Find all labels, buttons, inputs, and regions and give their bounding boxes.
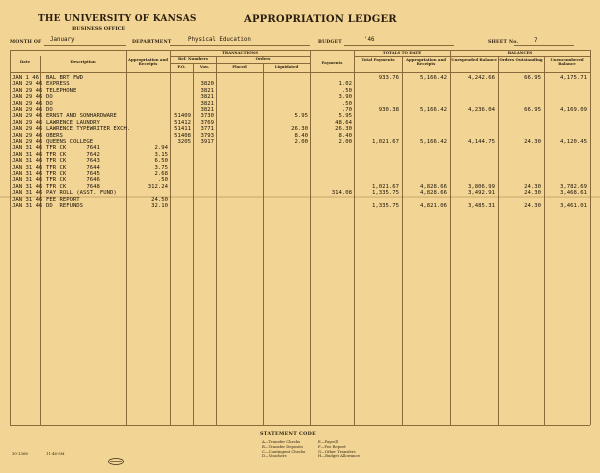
cell-description: LAWRENCE LAUNDRY (46, 119, 100, 126)
cell-vou: 3821 (200, 94, 214, 101)
table-header-rule (10, 72, 590, 73)
col-unencumbered: Unencumbered Balance (550, 57, 584, 67)
business-office: BUSINESS OFFICE (72, 26, 126, 32)
department-label: DEPARTMENT (132, 40, 172, 45)
cell-payment: 26.30 (335, 126, 352, 133)
table-row (0, 190, 600, 196)
cell-orders-outstanding: 24.30 (524, 139, 541, 145)
cell-approp: 6.50 (154, 158, 168, 165)
cell-date: JAN 31 46 (12, 203, 43, 209)
col-ref-numbers: Ref. Numbers (178, 56, 208, 61)
col-orders: Orders (255, 56, 271, 61)
cell-approp: .50 (157, 177, 168, 184)
form-number: 30-1368 (12, 451, 28, 456)
col-date: Date (19, 59, 31, 64)
cell-description: BAL BRT FWD (46, 75, 84, 81)
cell-approp: 24.50 (151, 196, 168, 203)
cell-payment: 1.02 (338, 81, 352, 88)
cell-date: JAN 31 46 (12, 145, 43, 152)
cell-vou: 3769 (200, 119, 214, 126)
cell-description: TFR CK 7642 (46, 151, 100, 158)
col-liquidated: Liquidated (274, 64, 299, 69)
cell-description: DO (46, 107, 53, 113)
cell-vou: 3730 (200, 113, 214, 120)
table-row (0, 177, 600, 183)
cell-vou: 3820 (200, 81, 214, 88)
cell-approp: 32.10 (151, 203, 168, 209)
cell-date: JAN 31 46 (12, 171, 43, 177)
sheet-label: SHEET No. (488, 40, 519, 45)
cell-date: JAN 29 46 (12, 100, 43, 107)
cell-unexpended: 4,236.04 (468, 107, 495, 113)
cell-orders-outstanding: 66.95 (524, 107, 541, 113)
cell-payment: 48.64 (335, 119, 352, 126)
transactions-header: TRANSACTIONS (221, 50, 259, 55)
cell-description: TFR CK 7641 (46, 145, 100, 152)
cell-orders-outstanding: 24.30 (524, 190, 541, 197)
cell-po: 51412 (174, 119, 191, 126)
balances-header: BALANCES (507, 50, 533, 55)
cell-vou: 3821 (200, 107, 214, 113)
table-row (0, 101, 600, 107)
cell-liquidated: 26.30 (291, 126, 308, 133)
table-row (0, 197, 600, 203)
cell-total-approp: 4,828.66 (420, 190, 447, 197)
cell-date: JAN 29 46 (12, 139, 43, 145)
col-unexpended: Unexpended Balance (451, 57, 497, 62)
cell-orders-outstanding: 24.30 (524, 183, 541, 190)
cell-total-approp: 5,166.42 (420, 139, 447, 145)
ledger-title: APPROPRIATION LEDGER (244, 14, 397, 25)
cell-description: PAY ROLL (ASST. FUND) (46, 190, 117, 197)
cell-payment: .50 (341, 100, 352, 107)
cell-date: JAN 31 46 (12, 190, 43, 197)
cell-description: TELEPHONE (46, 87, 77, 94)
col-vou: Vou. (199, 64, 210, 69)
cell-total-approp: 5,166.42 (420, 75, 447, 81)
cell-po: 3205 (177, 139, 191, 145)
cell-approp: 2.68 (154, 171, 168, 177)
cell-date: JAN 31 46 (12, 164, 43, 171)
table-row (0, 158, 600, 164)
statement-code-title: STATEMENT CODE (260, 431, 317, 437)
cell-orders-outstanding: 24.30 (524, 203, 541, 209)
cell-liquidated: 8.40 (294, 132, 308, 139)
statement-code-left (262, 440, 305, 459)
cell-date: JAN 31 46 (12, 196, 43, 203)
cell-description: DO (46, 100, 53, 107)
table-row (0, 145, 600, 151)
cell-description: TFR CK 7646 (46, 177, 100, 184)
cell-date: JAN 29 46 (12, 94, 43, 101)
cell-total-payments: 1,021.67 (372, 139, 399, 145)
table-row (0, 133, 600, 139)
table-row (0, 184, 600, 190)
code-d: D—Vouchers (262, 453, 287, 459)
cell-unencumbered: 4,120.45 (560, 139, 587, 145)
cell-unexpended: 3,806.99 (468, 183, 495, 190)
cell-approp: 3.75 (154, 164, 168, 171)
cell-total-payments: 1,021.67 (372, 183, 399, 190)
cell-date: JAN 29 46 (12, 126, 43, 133)
cell-payment: 3.90 (338, 94, 352, 101)
month-value: January (50, 37, 75, 43)
budget-label: BUDGET (318, 40, 342, 45)
cell-unencumbered: 3,468.61 (560, 190, 587, 197)
cell-date: JAN 1 46 (12, 75, 39, 81)
cell-total-approp: 4,828.66 (420, 183, 447, 190)
cell-date: JAN 31 46 (12, 183, 43, 190)
code-a: A—Transfer Checks (262, 439, 301, 444)
cell-date: JAN 29 46 (12, 119, 43, 126)
union-label-icon (108, 450, 124, 457)
table-row (0, 81, 600, 87)
cell-po: 51411 (174, 126, 191, 133)
cell-unencumbered: 4,175.71 (560, 75, 587, 81)
cell-orders-outstanding: 66.95 (524, 75, 541, 81)
cell-description: ERNST AND SONHARDWARE (46, 113, 117, 120)
code-b: B—Transfer Deposits (262, 443, 303, 449)
table-row (0, 75, 600, 81)
cell-liquidated: 5.95 (294, 113, 308, 120)
col-orders-outstanding: Orders Outstanding (499, 57, 543, 62)
col-appropriation: Appropriation and Receipts (128, 57, 168, 67)
cell-total-approp: 4,821.06 (420, 203, 447, 209)
cell-approp: 2.94 (154, 145, 168, 152)
cell-payment: 314.08 (331, 190, 352, 197)
cell-unexpended: 4,144.75 (468, 139, 495, 145)
cell-date: JAN 29 46 (12, 81, 43, 88)
statement-code-right (318, 440, 360, 459)
cell-unencumbered: 3,461.01 (560, 203, 587, 209)
cell-date: JAN 31 46 (12, 151, 43, 158)
cell-description: LAWRENCE TYPEWRITER EXCH. (46, 126, 131, 133)
cell-description: QUEENS COLLEGE (46, 139, 94, 145)
budget-value: '46 (364, 37, 375, 43)
totals-header: TOTALS TO DATE (382, 50, 422, 55)
cell-payment: .70 (341, 107, 352, 113)
code-f: F—Fee Report (318, 443, 346, 449)
table-row (0, 152, 600, 158)
col-payments: Payments (321, 60, 343, 65)
cell-unencumbered: 3,782.69 (560, 183, 587, 190)
table-row (0, 107, 600, 113)
cell-payment: 8.40 (338, 132, 352, 139)
cell-description: DO (46, 94, 53, 101)
cell-unexpended: 4,242.66 (468, 75, 495, 81)
cell-description: DD REFUNDS (46, 203, 84, 209)
code-g: G—Other Transfers (318, 448, 356, 454)
cell-date: JAN 31 46 (12, 158, 43, 165)
cell-payment: .50 (341, 87, 352, 94)
col-approp-receipts-total: Appropriation and Receipts (406, 57, 446, 67)
cell-unexpended: 3,492.91 (468, 190, 495, 197)
cell-description: TFR CK 7644 (46, 164, 100, 171)
col-total-payments: Total Payments (361, 57, 395, 62)
table-row (0, 171, 600, 177)
cell-total-payments: 1,335.75 (372, 190, 399, 197)
col-po: P.O. (177, 64, 186, 69)
cell-unencumbered: 4,169.09 (560, 107, 587, 113)
cell-date: JAN 29 46 (12, 132, 43, 139)
cell-description: FEE REPORT (46, 196, 80, 203)
cell-vou: 3771 (200, 126, 214, 133)
cell-total-payments: 930.38 (378, 107, 399, 113)
cell-approp: 312.24 (147, 183, 168, 190)
cell-description: TFR CK 7648 (46, 183, 100, 190)
cell-liquidated: 2.00 (294, 139, 308, 145)
cell-approp: 3.15 (154, 151, 168, 158)
cell-vou: 3821 (200, 87, 214, 94)
cell-vou: 3793 (200, 132, 214, 139)
cell-description: TFR CK 7643 (46, 158, 100, 165)
table-row (0, 94, 600, 100)
cell-vou: 3821 (200, 100, 214, 107)
code-c: C—Contingent Checks (262, 448, 306, 454)
cell-total-payments: 933.76 (378, 75, 399, 81)
cell-vou: 3917 (200, 139, 214, 145)
print-code: 11-46-5M (46, 451, 65, 456)
table-row (0, 165, 600, 171)
cell-description: TFR CK 7645 (46, 171, 100, 177)
cell-payment: 5.95 (338, 113, 352, 120)
table-row (0, 113, 600, 119)
cell-po: 51409 (174, 113, 191, 120)
month-label: MONTH OF (10, 40, 42, 45)
cell-total-payments: 1,335.75 (372, 203, 399, 209)
cell-description: EXPRESS (46, 81, 70, 88)
cell-unexpended: 3,485.31 (468, 203, 495, 209)
table-row (0, 126, 600, 132)
cell-date: JAN 29 46 (12, 113, 43, 120)
code-h: H—Budget Allowance (318, 453, 360, 459)
table-row (0, 88, 600, 94)
cell-po: 51408 (174, 132, 191, 139)
sheet-value: 7 (534, 38, 538, 44)
col-placed: Placed (232, 64, 247, 69)
cell-date: JAN 29 46 (12, 87, 43, 94)
cell-date: JAN 31 46 (12, 177, 43, 184)
col-description: Description (70, 59, 96, 64)
table-row (0, 203, 600, 209)
cell-description: OBERS (46, 132, 63, 139)
cell-payment: 2.00 (338, 139, 352, 145)
university-name: THE UNIVERSITY OF KANSAS (38, 14, 197, 24)
table-row (0, 120, 600, 126)
code-e: E—Payroll (318, 439, 338, 444)
cell-total-approp: 5,166.42 (420, 107, 447, 113)
cell-date: JAN 29 46 (12, 107, 43, 113)
table-row (0, 139, 600, 145)
department-value: Physical Education (188, 37, 251, 43)
